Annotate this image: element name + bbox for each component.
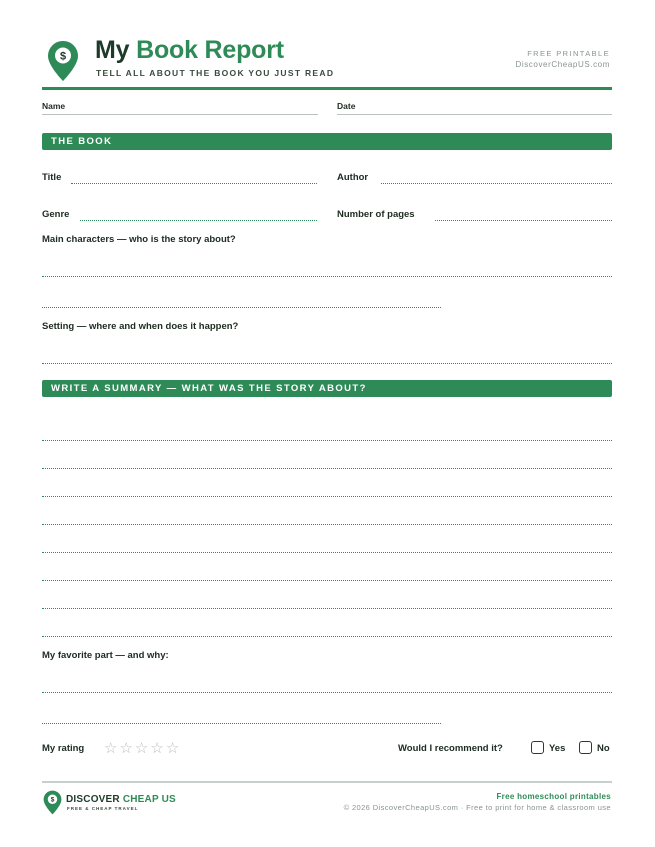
setting-line[interactable]	[42, 363, 612, 364]
page-title	[95, 36, 284, 65]
pages-field[interactable]	[435, 220, 612, 221]
summary-line[interactable]	[42, 580, 612, 581]
genre-label: Genre	[42, 209, 70, 220]
summary-line[interactable]	[42, 496, 612, 497]
summary-line[interactable]	[42, 636, 612, 637]
footer-brand-part1: DISCOVER	[66, 794, 120, 805]
star-icon[interactable]: ☆	[150, 740, 165, 757]
footer-copyright: © 2026 DiscoverCheapUS.com · Free to print for home & classroom use	[343, 803, 611, 812]
characters-line[interactable]	[42, 276, 612, 277]
site-url: DiscoverCheapUS.com	[515, 60, 610, 69]
star-icon[interactable]: ☆	[134, 740, 150, 757]
characters-label: Main characters — who is the story about?	[42, 234, 236, 245]
name-label: Name	[42, 101, 66, 111]
name-field[interactable]	[42, 114, 318, 115]
star-rating[interactable]	[104, 739, 181, 757]
characters-line[interactable]	[42, 307, 441, 308]
page-title-part1: My	[95, 36, 130, 64]
favorite-line[interactable]	[42, 723, 441, 724]
logo-symbol: $	[59, 50, 67, 63]
free-printable-tag: FREE PRINTABLE	[527, 49, 610, 58]
yes-label: Yes	[549, 743, 566, 754]
the-book-heading: THE BOOK	[42, 133, 612, 150]
footer-divider	[42, 781, 612, 783]
no-label: No	[597, 743, 610, 754]
favorite-label: My favorite part — and why:	[42, 650, 169, 661]
footer-pin-icon	[43, 790, 62, 815]
page-title-part2: Book Report	[136, 36, 284, 64]
summary-heading: WRITE A SUMMARY — WHAT WAS THE STORY ABOUT?	[42, 380, 612, 397]
title-label: Title	[42, 172, 62, 183]
genre-field[interactable]	[80, 220, 317, 221]
yes-checkbox[interactable]	[531, 741, 544, 754]
summary-line[interactable]	[42, 608, 612, 609]
summary-line[interactable]	[42, 552, 612, 553]
star-icon[interactable]: ☆	[165, 740, 181, 757]
pages-label: Number of pages	[337, 209, 415, 220]
date-label: Date	[337, 101, 356, 111]
author-label: Author	[337, 172, 369, 183]
summary-line[interactable]	[42, 524, 612, 525]
footer-logo-symbol: $	[50, 796, 55, 804]
dollar-pin-icon	[47, 40, 79, 82]
author-field[interactable]	[381, 183, 612, 184]
star-icon[interactable]: ☆	[119, 740, 134, 757]
star-icon[interactable]: ☆	[104, 740, 119, 757]
footer-brand	[66, 794, 176, 805]
summary-line[interactable]	[42, 440, 612, 441]
no-checkbox[interactable]	[579, 741, 592, 754]
recommend-label: Would I recommend it?	[398, 743, 503, 754]
date-field[interactable]	[337, 114, 612, 115]
footer-printables-link: Free homeschool printables	[496, 792, 611, 801]
footer-brand-part2: CHEAP US	[122, 794, 176, 805]
summary-line[interactable]	[42, 468, 612, 469]
favorite-line[interactable]	[42, 692, 612, 693]
title-field[interactable]	[71, 183, 317, 184]
rating-label: My rating	[42, 743, 85, 754]
footer-brand-tagline: FREE & CHEAP TRAVEL	[67, 806, 139, 811]
header-divider	[42, 87, 612, 90]
setting-label: Setting — where and when does it happen?	[42, 321, 239, 332]
page-subtitle: TELL ALL ABOUT THE BOOK YOU JUST READ	[96, 68, 335, 78]
